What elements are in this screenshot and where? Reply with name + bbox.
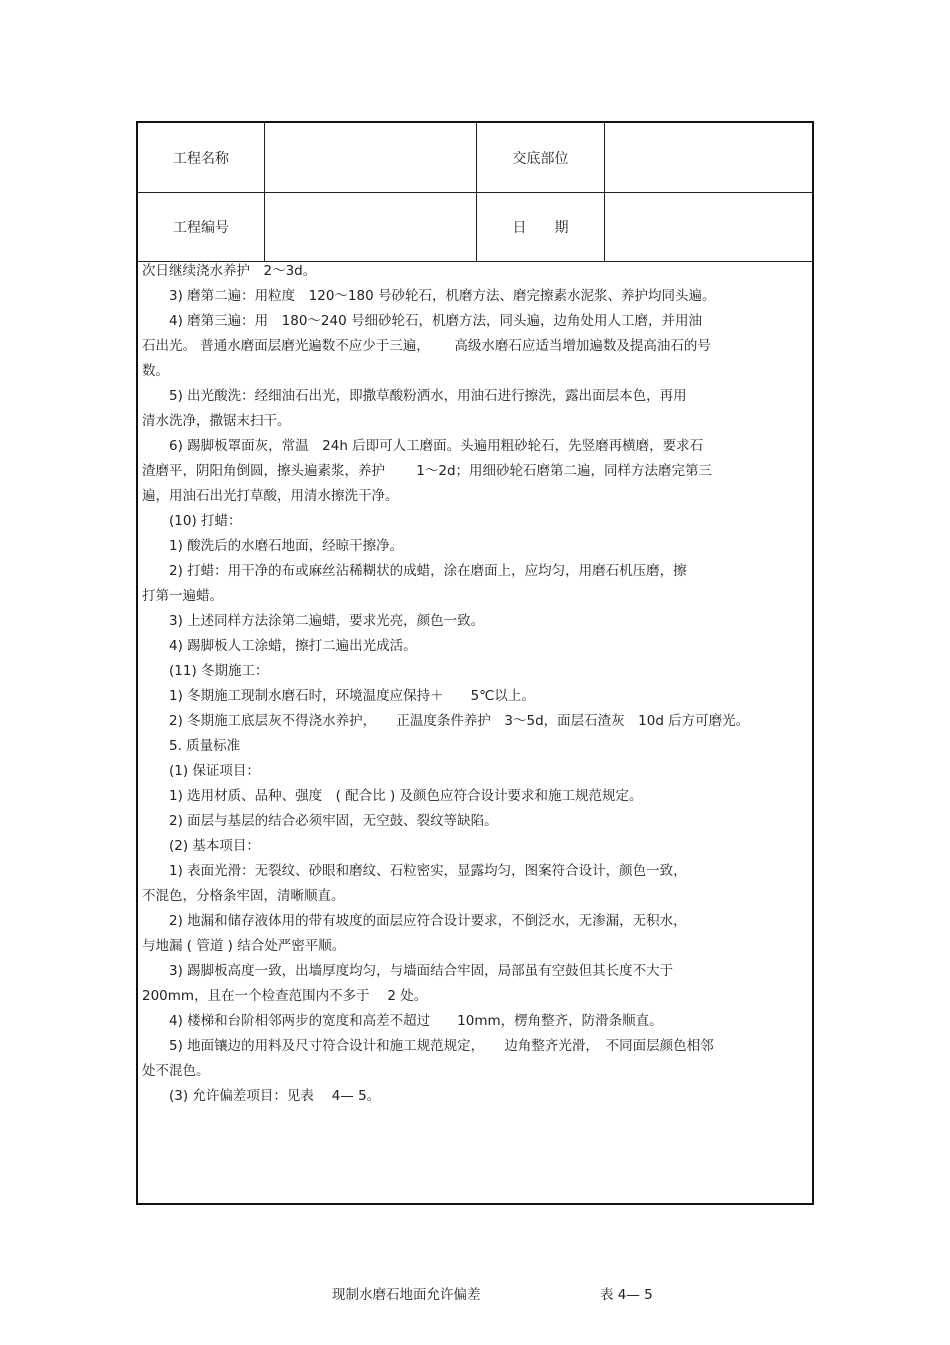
text-line: 3) 磨第二遍：用粒度 120～180 号砂轮石，机磨方法、磨完擦素水泥浆、养护均同头遍。 — [142, 288, 716, 304]
text-line: (11) 冬期施工： — [142, 663, 269, 679]
text-line: (3) 允许偏差项目：见表 4— 5。 — [142, 1088, 381, 1104]
text-line: 3) 踢脚板高度一致，出墙厚度均匀，与墙面结合牢固，局部虽有空鼓但其长度不大于 — [142, 963, 674, 979]
project-number-label: 工程编号 — [138, 192, 265, 261]
text-line: 2) 冬期施工底层灰不得浇水养护， 正温度条件养护 3～5d，面层石渣灰 10d 后方可磨光。 — [142, 713, 750, 729]
text-line: 打第一遍蜡。 — [142, 588, 223, 604]
text-line: 200mm，且在一个检查范围内不多于 2 处。 — [142, 988, 428, 1004]
text-line: 1) 冬期施工现制水磨石时，环境温度应保持＋ 5℃以上。 — [142, 688, 535, 704]
table-caption-title: 现制水磨石地面允许偏差 — [332, 1287, 481, 1303]
text-line: 2) 打蜡：用干净的布或麻丝沾稀糊状的成蜡，涂在磨面上，应均匀，用磨石机压磨，擦 — [142, 563, 687, 579]
date-value — [605, 192, 812, 261]
text-line: 5. 质量标准 — [142, 738, 241, 754]
text-line: 与地漏 ( 管道 ) 结合处严密平顺。 — [142, 938, 346, 954]
text-line: 1) 酸洗后的水磨石地面，经晾干擦净。 — [142, 538, 404, 554]
text-line: 遍，用油石出光打草酸，用清水擦洗干净。 — [142, 488, 399, 504]
disclosure-form — [136, 121, 814, 1303]
text-line: 4) 踢脚板人工涂蜡，擦打二遍出光成活。 — [142, 638, 417, 654]
project-name-value — [265, 123, 477, 192]
text-line: 3) 上述同样方法涂第二遍蜡，要求光亮，颜色一致。 — [142, 613, 485, 629]
text-line: 2) 面层与基层的结合必须牢固，无空鼓、裂纹等缺陷。 — [142, 813, 498, 829]
project-number-value — [265, 192, 477, 261]
text-line: (1) 保证项目： — [142, 763, 260, 779]
text-line: 5) 地面镶边的用料及尺寸符合设计和施工规范规定， 边角整齐光滑， 不同面层颜色相邻 — [142, 1038, 714, 1054]
text-line: 6) 踢脚板罩面灰，常温 24h 后即可人工磨面。头遍用粗砂轮石，先竖磨再横磨，要求石 — [142, 438, 704, 454]
date-label: 日 期 — [477, 192, 605, 261]
table-caption-number: 表 4— 5 — [600, 1287, 653, 1303]
text-line: 渣磨平，阴阳角倒圆，擦头遍素浆，养护 1～2d；用细砂轮石磨第二遍，同样方法磨完第三 — [142, 463, 713, 479]
text-line: 清水洗净，撒锯末扫干。 — [142, 413, 291, 429]
text-line: 4) 磨第三遍：用 180～240 号细砂轮石，机磨方法，同头遍，边角处用人工磨，并用油 — [142, 313, 702, 329]
text-line: 1) 选用材质、品种、强度 ( 配合比 ) 及颜色应符合设计要求和施工规范规定。 — [142, 788, 643, 804]
text-line: 处不混色。 — [142, 1063, 210, 1079]
text-line: 石出光。 普通水磨面层磨光遍数不应少于三遍， 高级水磨石应适当增加遍数及提高油石的号 — [142, 338, 711, 354]
disclosure-part-label: 交底部位 — [477, 123, 605, 192]
text-line: 不混色，分格条牢固，清晰顺直。 — [142, 888, 345, 904]
text-line: 次日继续浇水养护 2～3d。 — [142, 263, 317, 279]
text-line: 4) 楼梯和台阶相邻两步的宽度和高差不超过 10mm，楞角整齐，防滑条顺直。 — [142, 1013, 663, 1029]
form-header-table — [138, 123, 812, 261]
disclosure-part-value — [605, 123, 812, 192]
text-line: (2) 基本项目： — [142, 838, 260, 854]
text-line: 数。 — [142, 363, 169, 379]
text-line: 5) 出光酸洗：经细油石出光，即撒草酸粉洒水，用油石进行擦洗，露出面层本色，再用 — [142, 388, 687, 404]
text-line: 1) 表面光滑：无裂纹、砂眼和磨纹、石粒密实，显露均匀，图案符合设计，颜色一致， — [142, 863, 687, 879]
text-line: (10) 打蜡： — [142, 513, 242, 529]
project-name-label: 工程名称 — [138, 123, 265, 192]
text-line: 2) 地漏和储存液体用的带有坡度的面层应符合设计要求，不倒泛水，无渗漏，无积水， — [142, 913, 687, 929]
header-row-1 — [138, 123, 812, 193]
header-row-2 — [138, 192, 812, 262]
